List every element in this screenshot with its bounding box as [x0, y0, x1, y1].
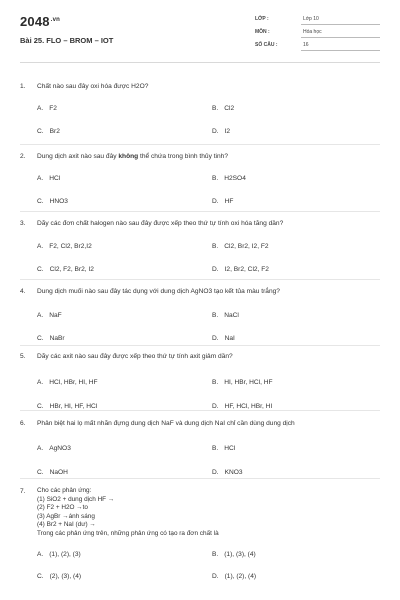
option-text: Cl2, F2, Br2, I2 [49, 266, 94, 273]
meta-value: Hóa học [303, 29, 322, 35]
option-text: F2, Cl2, Br2,I2 [49, 243, 92, 250]
question-text [37, 152, 380, 161]
question-divider [20, 144, 380, 145]
question-4 [20, 287, 380, 344]
question-text-part: thể chứa trong bình thủy tinh? [138, 153, 228, 160]
question-number: 5. [20, 353, 26, 360]
option-text: (1), (2), (4) [224, 572, 257, 580]
worksheet-meta [255, 14, 380, 53]
option-a[interactable] [37, 445, 71, 452]
option-letter: D. [212, 198, 219, 205]
option-text: H2SO4 [224, 175, 246, 182]
question-text [37, 487, 380, 539]
option-letter: D. [212, 403, 219, 410]
meta-value: Lớp 10 [303, 16, 319, 22]
option-c[interactable] [37, 266, 94, 273]
option-letter: C. [37, 128, 44, 135]
worksheet-header [20, 14, 380, 60]
option-letter: B. [212, 312, 219, 319]
option-text: (1), (2), (3) [49, 550, 81, 558]
option-a[interactable] [37, 105, 57, 112]
answer-options [20, 161, 380, 209]
question-number: 4. [20, 288, 26, 295]
option-c[interactable] [37, 335, 65, 342]
question-stem [20, 219, 380, 228]
meta-row-class [255, 14, 380, 27]
question-number: 2. [20, 153, 26, 160]
answer-options [20, 296, 380, 344]
answer-options [20, 539, 380, 587]
question-text: Dãy các axit nào sau đây được xếp theo thứ tự tính axit giảm dần? [37, 353, 233, 360]
option-a[interactable] [37, 312, 62, 319]
meta-value: 16 [303, 42, 309, 48]
option-text: NaBr [49, 335, 65, 342]
meta-label: SỐ CÂU : [255, 42, 278, 48]
option-letter: C. [37, 335, 44, 342]
option-a[interactable] [37, 551, 81, 558]
option-b[interactable] [212, 175, 246, 182]
reaction-line: (4) Br2 + NaI (dư) → [37, 521, 96, 529]
question-stem [20, 419, 380, 428]
reaction-line: (3) AgBr →ánh sáng [37, 512, 95, 520]
meta-underline [301, 50, 380, 51]
reaction-line: (2) F2 + H2O →to [37, 504, 88, 512]
question-emphasis: không [118, 153, 139, 160]
answer-options [20, 428, 380, 476]
option-letter: A. [37, 379, 44, 386]
option-c[interactable] [37, 198, 68, 205]
question-text: Dãy các đơn chất halogen nào sau đây được xếp theo thứ tự tính oxi hóa tăng dần? [37, 220, 284, 227]
option-text: HF, HCl, HBr, HI [224, 403, 273, 410]
question-stem [20, 287, 380, 296]
option-letter: D. [212, 572, 219, 580]
option-b[interactable] [212, 551, 256, 558]
option-letter: D. [212, 335, 219, 342]
option-b[interactable] [212, 379, 273, 386]
meta-row-subject [255, 27, 380, 40]
option-text: Br2 [49, 128, 60, 135]
meta-label: LỚP : [255, 16, 269, 22]
option-text: (2), (3), (4) [49, 572, 82, 580]
question-line: Cho các phản ứng: [37, 487, 92, 494]
question-stem [20, 487, 380, 539]
logo-suffix: .vn [50, 16, 61, 23]
option-text: Cl2 [224, 105, 235, 112]
option-letter: C. [37, 198, 44, 205]
question-1 [20, 82, 380, 139]
option-text: KNO3 [224, 469, 243, 476]
question-text-part: Dung dịch axit nào sau đây [37, 153, 119, 160]
question-3 [20, 219, 380, 276]
question-stem [20, 152, 380, 161]
option-letter: D. [212, 128, 219, 135]
meta-row-question-count [255, 40, 380, 53]
option-letter: C. [37, 469, 44, 476]
option-text: HF [224, 198, 234, 205]
option-d[interactable] [212, 335, 235, 342]
option-c[interactable] [37, 469, 68, 476]
option-a[interactable] [37, 243, 92, 250]
question-number: 6. [20, 420, 26, 427]
option-a[interactable] [37, 379, 98, 386]
question-number: 3. [20, 220, 26, 227]
question-divider [20, 345, 380, 346]
option-d[interactable] [212, 128, 230, 135]
option-letter: B. [212, 105, 219, 112]
option-b[interactable] [212, 243, 269, 250]
question-divider [20, 279, 380, 280]
question-stem [20, 352, 380, 361]
option-text: F2 [49, 105, 57, 112]
answer-options [20, 228, 380, 276]
option-letter: B. [212, 445, 219, 452]
meta-underline [301, 37, 380, 38]
option-letter: A. [37, 550, 44, 558]
question-stem [20, 82, 380, 91]
option-letter: C. [37, 403, 44, 410]
question-number: 7. [20, 488, 26, 495]
option-text: (1), (3), (4) [224, 550, 256, 558]
site-logo[interactable] [20, 14, 60, 29]
option-text: I2, Br2, Cl2, F2 [224, 266, 269, 273]
question-text: Phân biệt hai lọ mất nhãn đựng dung dịch NaF và dung dịch NaI chỉ cần dùng dung dịch [37, 420, 295, 427]
option-text: HNO3 [49, 198, 68, 205]
option-d[interactable] [212, 573, 256, 580]
option-text: NaI [224, 335, 235, 342]
question-2 [20, 152, 380, 209]
option-d[interactable] [212, 266, 269, 273]
question-6 [20, 419, 380, 476]
answer-options [20, 361, 380, 409]
meta-label: MÔN : [255, 29, 270, 35]
option-letter: C. [37, 266, 44, 273]
option-c[interactable] [37, 128, 60, 135]
reaction-line: (1) SiO2 + dung dịch HF → [37, 495, 115, 503]
option-text: NaF [49, 312, 62, 319]
option-letter: B. [212, 175, 219, 182]
option-text: HCl, HBr, HI, HF [49, 379, 98, 386]
option-letter: B. [212, 379, 219, 386]
option-text: HBr, HI, HF, HCl [49, 403, 98, 410]
option-d[interactable] [212, 198, 233, 205]
option-text: Cl2, Br2, I2, F2 [224, 243, 269, 250]
option-letter: A. [37, 243, 44, 250]
question-number: 1. [20, 83, 26, 90]
question-5 [20, 352, 380, 409]
question-divider [20, 478, 380, 479]
option-letter: C. [37, 572, 44, 580]
option-letter: A. [37, 105, 44, 112]
option-text: NaCl [224, 312, 239, 319]
header-divider [20, 62, 380, 63]
meta-underline [301, 24, 380, 25]
option-text: HI, HBr, HCl, HF [224, 379, 273, 386]
question-line: Trong các phản ứng trên, những phản ứng có tạo ra đơn chất là [37, 529, 219, 537]
option-text: I2 [224, 128, 231, 135]
question-divider [20, 410, 380, 411]
option-b[interactable] [212, 445, 235, 452]
question-7 [20, 487, 380, 587]
option-letter: B. [212, 550, 219, 558]
option-text: HCl [224, 445, 236, 452]
logo-text: 2048 [20, 14, 50, 29]
option-letter: B. [212, 243, 219, 250]
option-letter: A. [37, 175, 44, 182]
option-text: AgNO3 [49, 445, 71, 452]
option-letter: A. [37, 312, 44, 319]
option-b[interactable] [212, 312, 239, 319]
option-d[interactable] [212, 469, 243, 476]
option-text: NaOH [49, 469, 68, 476]
lesson-title: Bài 25. FLO – BROM – IOT [20, 36, 114, 45]
answer-options [20, 91, 380, 139]
option-letter: D. [212, 266, 219, 273]
question-text: Dung dịch muối nào sau đây tác dụng với dung dịch AgNO3 tạo kết tủa màu trắng? [37, 288, 280, 295]
option-letter: A. [37, 445, 44, 452]
question-text: Chất nào sau đây oxi hóa được H2O? [37, 83, 149, 90]
question-divider [20, 211, 380, 212]
option-c[interactable] [37, 403, 97, 410]
option-letter: D. [212, 469, 219, 476]
option-d[interactable] [212, 403, 272, 410]
option-text: HCl [49, 175, 61, 182]
option-a[interactable] [37, 175, 60, 182]
option-c[interactable] [37, 573, 81, 580]
option-b[interactable] [212, 105, 234, 112]
